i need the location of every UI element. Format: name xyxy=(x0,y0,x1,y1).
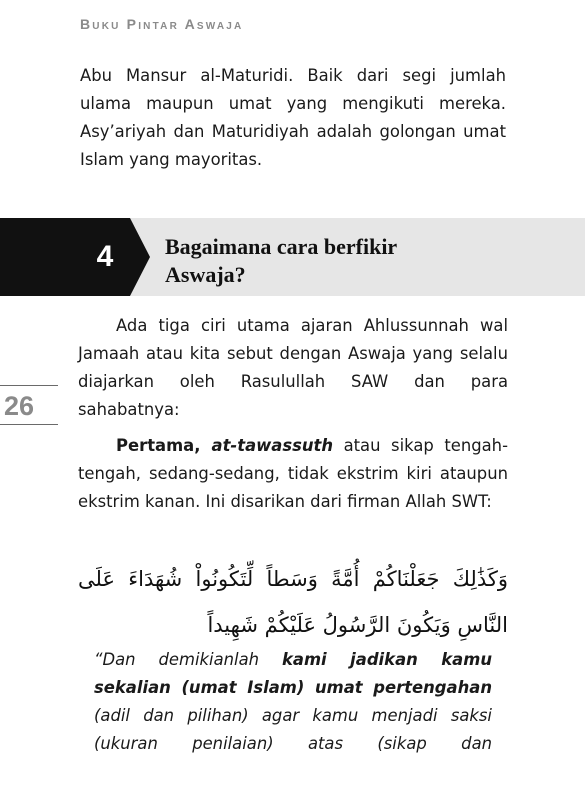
section-number-tab xyxy=(0,218,150,296)
point-term-text: at-tawassuth xyxy=(211,436,334,455)
point-term xyxy=(212,436,333,455)
translation-rest: (adil dan pilihan) agar kamu menjadi saksi (ukuran penilaian) atas (sikap dan xyxy=(94,706,492,753)
intro-paragraph: Abu Mansur al-Maturidi. Baik dari segi jumlah ulama maupun umat yang mengikuti mereka. Asy’ariyah dan Maturidiyah adalah golongan umat Islam yang mayoritas. xyxy=(80,66,506,169)
running-head: Buku Pintar Aswaja xyxy=(80,16,244,32)
section-title xyxy=(165,233,565,289)
quran-verse: وَكَذَٰلِكَ جَعَلْنَاكُمْ أُمَّةً وَسَطاً لِّتَكُونُواْ شُهَدَاءَ عَلَى النَّاسِ وَيَكُونَ الرَّسُولُ عَلَيْكُمْ شَهِيداً xyxy=(78,567,508,637)
point-label: Pertama, xyxy=(116,436,212,455)
body-paragraph-1 xyxy=(78,312,508,424)
translation-emphasis: kami jadikan kamu sekalian (umat Islam) umat pertengahan xyxy=(94,650,492,697)
section-title-line2: Aswaja? xyxy=(165,262,246,287)
body-paragraph-2-text: atau sikap tengah-tengah, sedang-sedang, tidak ekstrim kiri ataupun ekstrim kanan. Ini disarikan dari firman Allah SWT: xyxy=(78,436,508,511)
translation-open: “Dan demikianlah xyxy=(94,650,282,669)
section-title-line1: Bagaimana cara berfikir xyxy=(165,234,398,259)
verse-translation xyxy=(94,646,492,758)
section-number: 4 xyxy=(96,240,114,273)
body-paragraph-1-text: Ada tiga ciri utama ajaran Ahlussunnah wal Jamaah atau kita sebut dengan Aswaja yang selalu diajarkan oleh Rasulullah SAW dan para sahabatnya: xyxy=(78,316,508,419)
page-number: 26 xyxy=(0,385,58,425)
body-paragraph-2 xyxy=(78,432,508,516)
